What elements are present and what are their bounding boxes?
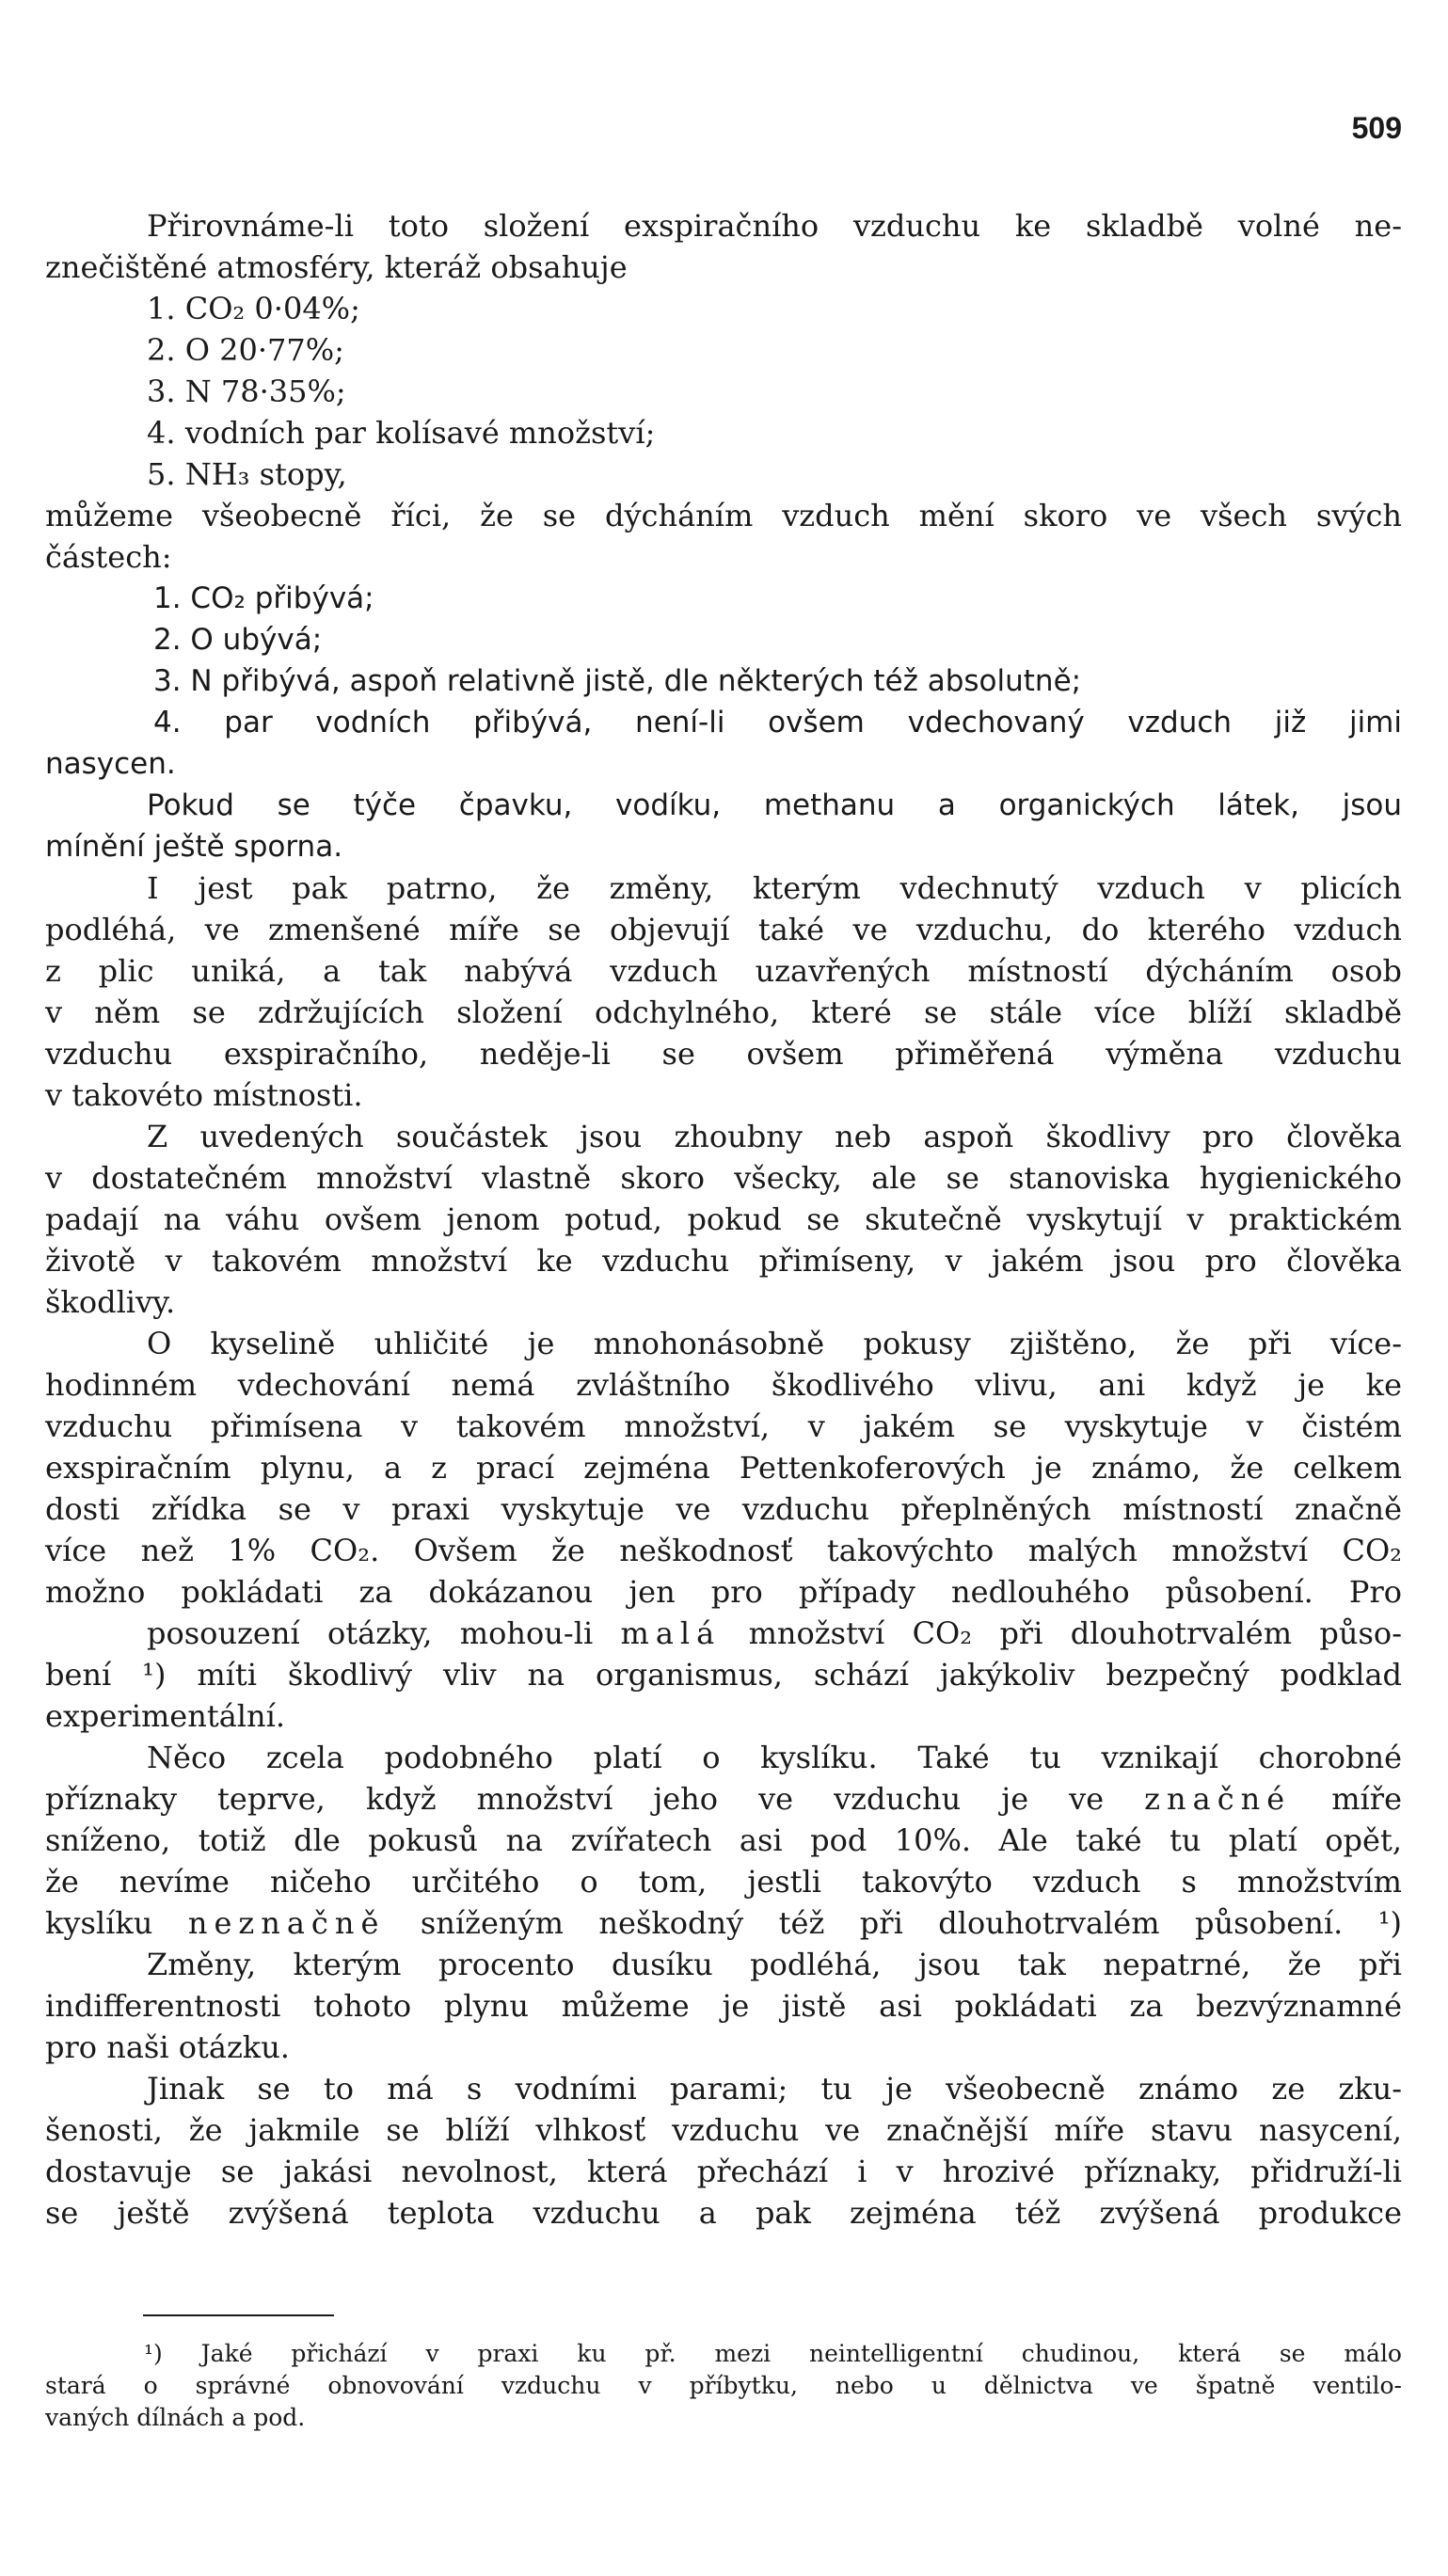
text-line: nasycen. [45,747,176,781]
text-line: více než 1% CO₂. Ovšem že neškodnosť takovýchto malých množství CO₂ [45,1533,1402,1568]
text-line: bení ¹) míti škodlivý vliv na organismus, schází jakýkoliv bezpečný podklad [45,1657,1402,1693]
text-line: šenosti, že jakmile se blíží vlhkosť vzduchu ve značnější míře stavu nasycení, [45,2112,1402,2148]
list-item: 3. N 78·35%; [147,374,346,409]
list-item: 2. O 20·77%; [147,332,344,368]
text-line: I jest pak patrno, že změny, kterým vdechnutý vzduch v plicích [147,870,1402,906]
spaced-emphasis: značné [1144,1781,1292,1817]
text-line: Pokud se týče čpavku, vodíku, methanu a organických látek, jsou [147,788,1402,822]
footnote-divider [143,2314,334,2316]
spaced-emphasis: malá [620,1615,722,1651]
text-line [45,1902,1402,1944]
footnote-line: vaných dílnách a pod. [45,2404,306,2431]
text-line: Z uvedených součástek jsou zhoubny neb aspoň škodlivy pro člověka [147,1119,1402,1154]
list-item: 4. vodních par kolísavé množství; [147,415,656,451]
text-line: Změny, kterým procento dusíku podléhá, jsou tak nepatrné, že při [147,1947,1402,1982]
footnote-line: ¹) Jaké přichází v praxi ku př. mezi neintelligentní chudinou, která se málo [144,2340,1402,2367]
text-line: padají na váhu ovšem jenom potud, pokud se skutečně vyskytují v praktickém [45,1201,1402,1237]
list-item: 1. CO₂ přibývá; [153,581,374,615]
text-line: částech: [45,539,172,575]
text-segment: množství CO₂ při dlouhotrvalém půso- [721,1615,1402,1651]
body-text [45,205,1402,2234]
text-line: Jinak se to má s vodními parami; tu je všeobecně známo ze zku- [147,2071,1402,2107]
text-line: znečištěné atmosféry, kteráž obsahuje [45,249,628,285]
text-line: indifferentnosti tohoto plynu můžeme je jistě asi pokládati za bezvýznamné [45,1988,1402,2024]
text-line: z plic uniká, a tak nabývá vzduch uzavřených místností dýcháním osob [45,953,1402,989]
text-line: škodlivy. [45,1284,176,1320]
footnote [45,2338,1402,2434]
text-line: v dostatečném množství vlastně skoro všecky, ale se stanoviska hygienického [45,1160,1402,1196]
text-segment: míře [1291,1781,1403,1817]
text-segment: sníženým neškodný též při dlouhotrvalém působení. ¹) [385,1905,1403,1941]
text-line [45,1613,1402,1654]
text-line: že nevíme ničeho určitého o tom, jestli takovýto vzduch s množstvím [45,1864,1402,1900]
text-line: vzduchu přimísena v takovém množství, v jakém se vyskytuje v čistém [45,1408,1402,1444]
text-line: exspiračním plynu, a z prací zejména Pettenkoferových je známo, že celkem [45,1450,1402,1486]
text-line: v takovéto místnosti. [45,1077,363,1113]
text-segment: kyslíku [45,1905,188,1941]
text-line: O kyselině uhličité je mnohonásobně pokusy zjištěno, že při více- [147,1326,1402,1361]
text-line: Přirovnáme-li toto složení exspiračního vzduchu ke skladbě volné ne- [147,208,1402,244]
spaced-emphasis: neznačně [187,1905,386,1941]
text-line: Něco zcela podobného platí o kyslíku. Také tu vznikají chorobné [147,1740,1402,1775]
footnote-line: stará o správné obnovování vzduchu v příbytku, nebo u dělnictva ve špatně ventilo- [45,2372,1402,2399]
text-line: experimentální. [45,1698,286,1734]
text-line: se ještě zvýšená teplota vzduchu a pak zejména též zvýšená produkce [45,2195,1402,2231]
text-line: sníženo, totiž dle pokusů na zvířatech asi pod 10%. Ale také tu platí opět, [45,1822,1402,1858]
text-line [45,1778,1402,1820]
page-number: 509 [1351,111,1402,145]
list-item: 3. N přibývá, aspoň relativně jistě, dle některých též absolutně; [153,664,1082,698]
list-item: 2. O ubývá; [153,623,323,657]
text-line: mínění ještě sporna. [45,830,343,864]
text-line: podléhá, ve zmenšené míře se objevují také ve vzduchu, do kterého vzduch [45,912,1402,947]
text-line: v něm se zdržujících složení odchylného, které se stále více blíží skladbě [45,994,1402,1030]
text-line: můžeme všeobecně říci, že se dýcháním vzduch mění skoro ve všech svých [45,498,1402,533]
text-line: možno pokládati za dokázanou jen pro případy nedlouhého působení. Pro [45,1574,1402,1610]
list-item: 5. NH₃ stopy, [147,456,347,492]
text-line: dosti zřídka se v praxi vyskytuje ve vzduchu přeplněných místností značně [45,1491,1402,1527]
list-item: 1. CO₂ 0·04%; [147,291,360,326]
list-item: 4. par vodních přibývá, není-li ovšem vdechovaný vzduch již jimi [153,706,1402,739]
text-line: pro naši otázku. [45,2029,290,2065]
text-line: dostavuje se jakási nevolnost, která přechází i v hrozivé příznaky, přidruží-li [45,2154,1402,2189]
text-segment: příznaky teprve, když množství jeho ve vzduchu je ve [45,1781,1145,1817]
text-segment: posouzení otázky, mohou-li [147,1615,621,1651]
text-line: životě v takovém množství ke vzduchu přimíseny, v jakém jsou pro člověka [45,1243,1402,1279]
text-line: hodinném vdechování nemá zvláštního škodlivého vlivu, ani když je ke [45,1367,1402,1403]
text-line: vzduchu exspiračního, neděje-li se ovšem přiměřená výměna vzduchu [45,1036,1402,1072]
